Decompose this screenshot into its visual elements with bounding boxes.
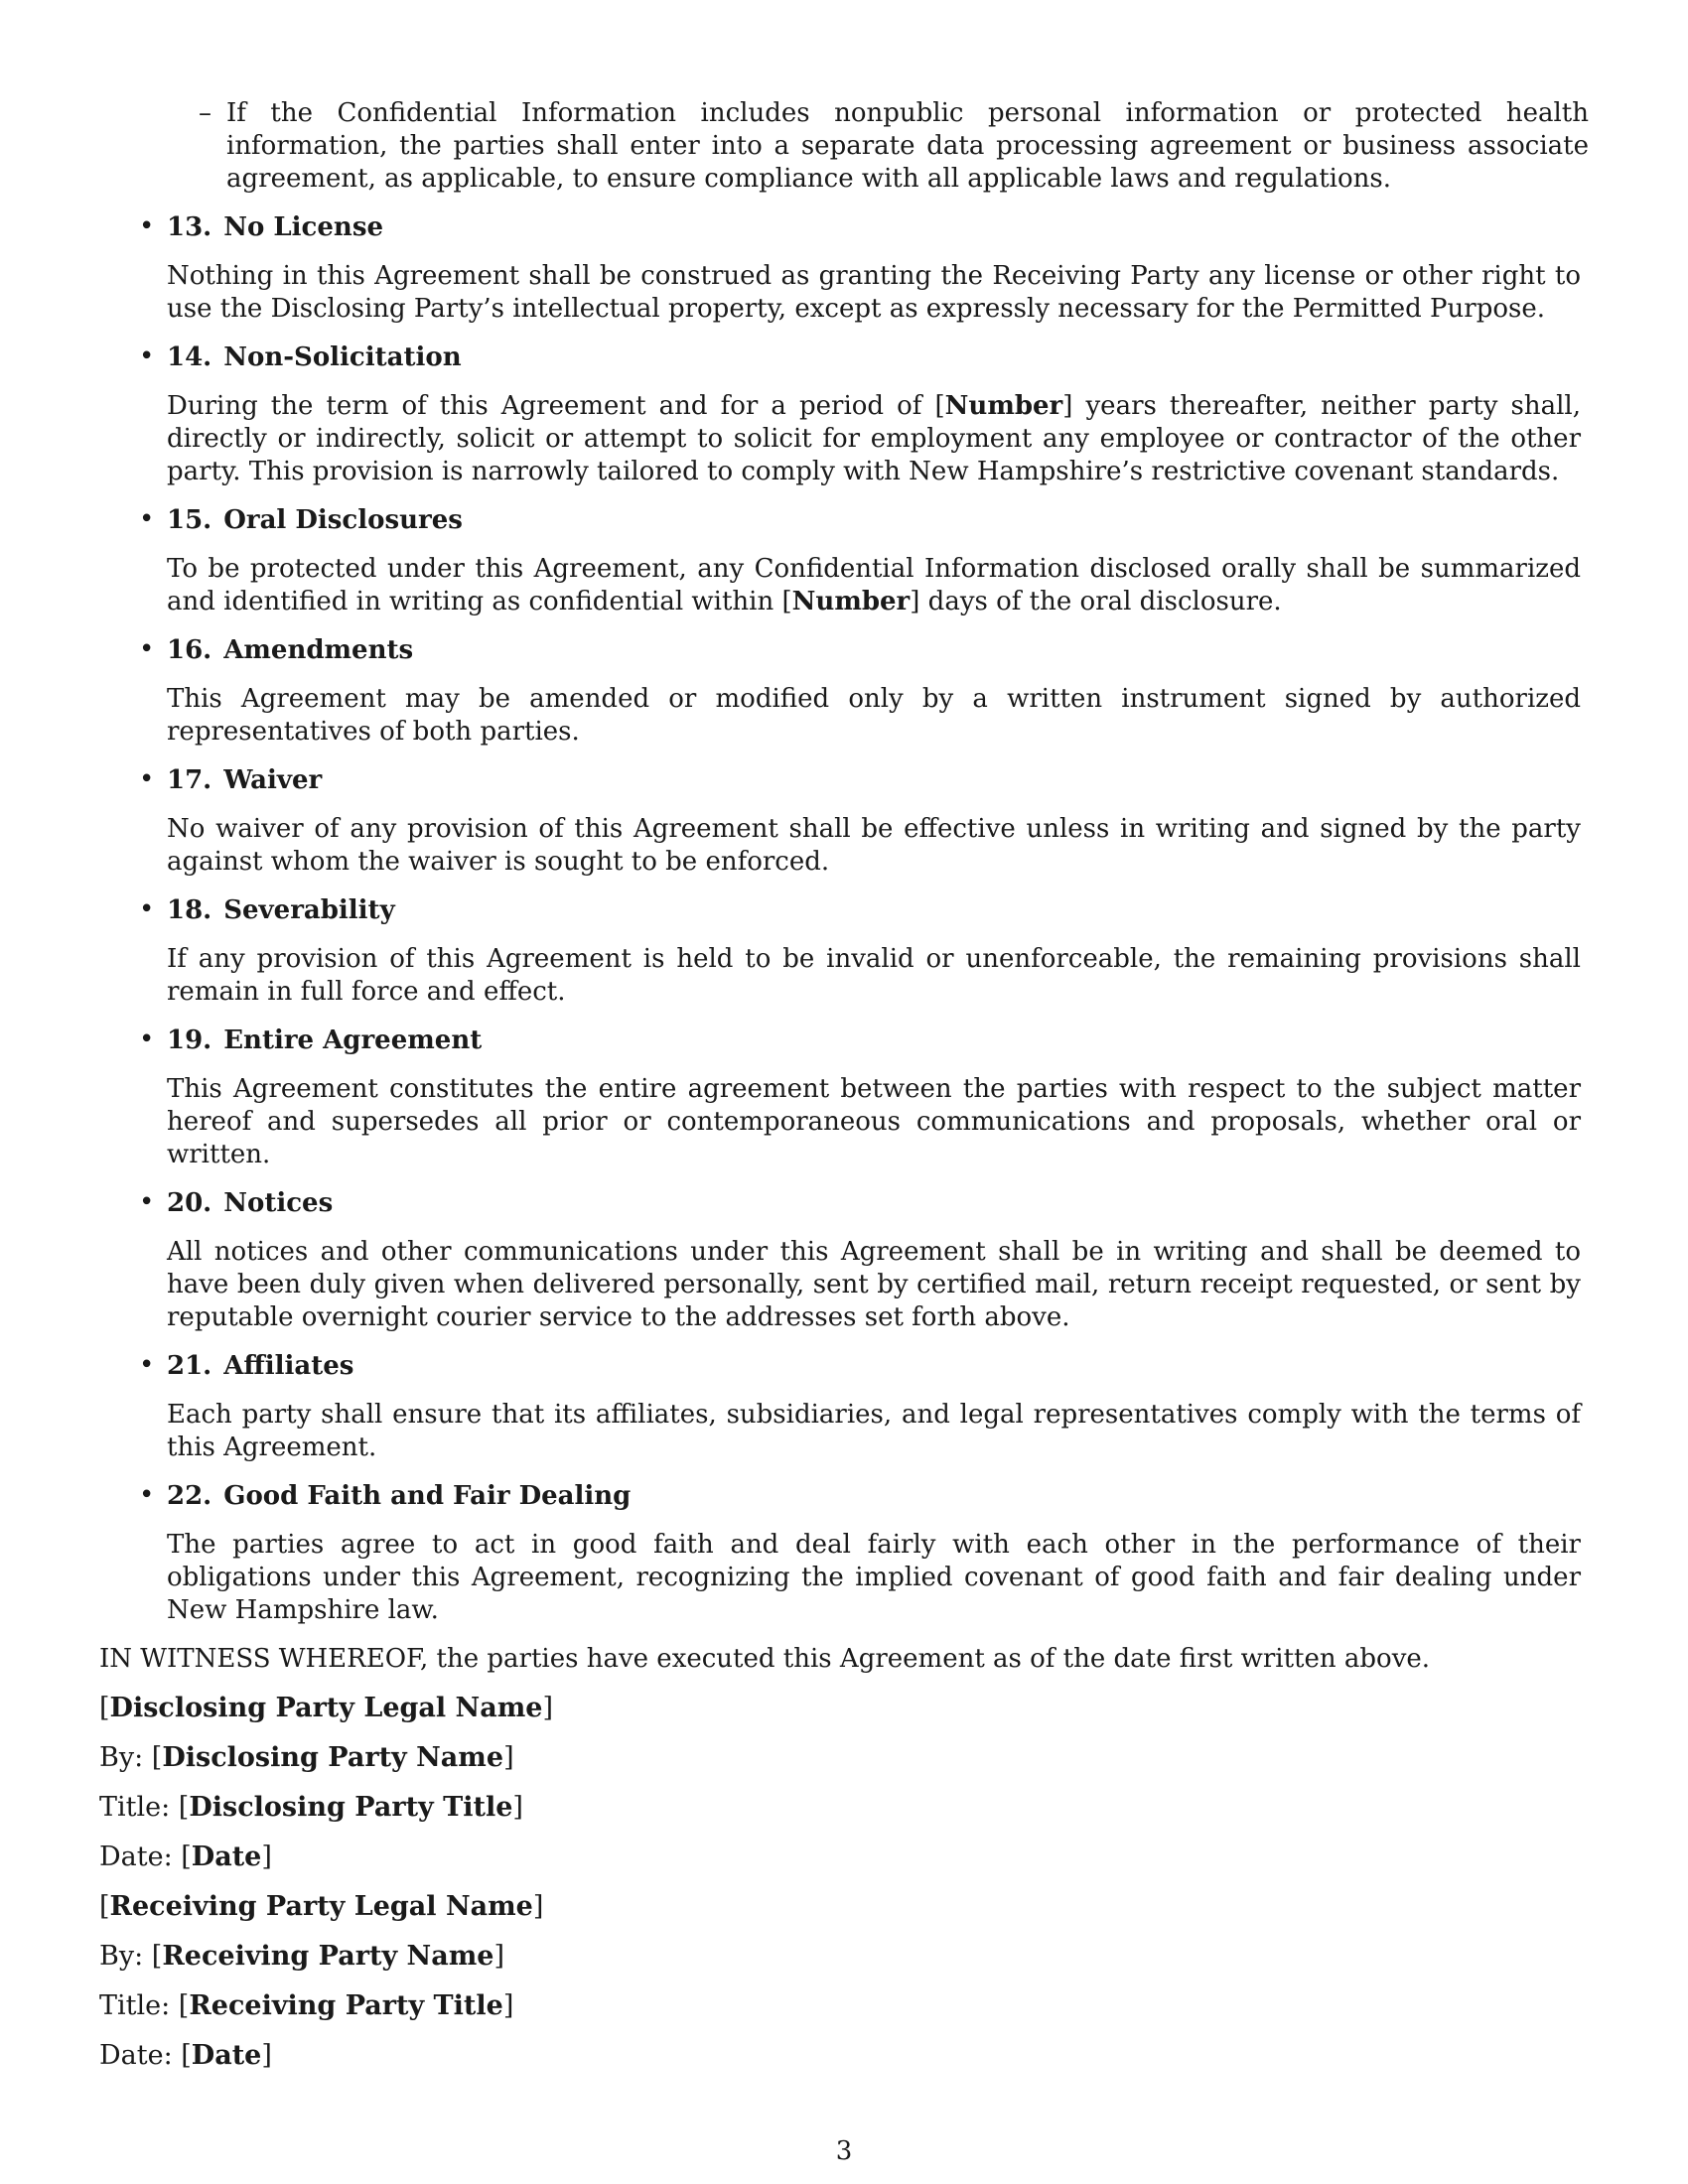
section-text: All notices and other communications under this Agreement shall be in writing and shall be deemed to have been duly given when delivered personally, sent by certified mail, return receipt requested, or sent by reputable overnight courier service to the addresses set forth above. [167, 1237, 1581, 1332]
section-body [167, 1529, 1589, 1627]
by-label: By: [99, 1742, 144, 1773]
section-title: Waiver [223, 765, 323, 795]
section-body [167, 260, 1589, 326]
disclosing-legal-name-line: [Disclosing Party Legal Name] [99, 1693, 554, 1723]
section-19 [99, 1024, 1589, 1171]
date-label: Date: [99, 1842, 173, 1872]
bullet-marker: • [139, 211, 155, 241]
section-15 [99, 504, 1589, 618]
section-title: Good Faith and Fair Dealing [223, 1481, 632, 1511]
bullet-marker: • [139, 1350, 155, 1380]
placeholder-field: Number [791, 587, 911, 616]
by-label: By: [99, 1941, 144, 1972]
section-13 [99, 211, 1589, 326]
section-number: 22. [167, 1481, 212, 1511]
receiving-title-line: Title: [Receiving Party Title] [99, 1990, 514, 2021]
section-number: 16. [167, 635, 212, 665]
section-title: Amendments [223, 635, 414, 665]
receiving-legal-name-line: [Receiving Party Legal Name] [99, 1891, 544, 1922]
section-body [167, 1399, 1589, 1464]
receiving-by-line: By: [Receiving Party Name] [99, 1941, 504, 1972]
section-number: 19. [167, 1025, 212, 1055]
section-title: Severability [223, 895, 395, 925]
section-number: 14. [167, 342, 212, 372]
section-20 [99, 1187, 1589, 1334]
section-heading [139, 211, 1589, 244]
signature-block-disclosing [99, 1692, 1589, 1873]
sections-list [99, 211, 1589, 1627]
disclosing-date-line: Date: [Date] [99, 1842, 272, 1872]
section-21 [99, 1350, 1589, 1464]
section-title: Affiliates [223, 1351, 354, 1381]
disclosing-by-line: By: [Disclosing Party Name] [99, 1742, 514, 1773]
section-text: Each party shall ensure that its affiliates, subsidiaries, and legal representatives comply with the terms of this Agreement. [167, 1400, 1581, 1462]
section-title: Non-Solicitation [223, 342, 462, 372]
section-heading [139, 1350, 1589, 1383]
section-14 [99, 341, 1589, 488]
bullet-marker: • [139, 341, 155, 371]
section-text: This Agreement may be amended or modified only by a written instrument signed by authorized representatives of both parties. [167, 684, 1581, 747]
section-body [167, 813, 1589, 879]
section-body [167, 1073, 1589, 1171]
section-18 [99, 894, 1589, 1009]
dash-marker: – [199, 98, 211, 128]
disclosing-legal-name: Disclosing Party Legal Name [109, 1693, 543, 1723]
section-title: Notices [223, 1188, 334, 1218]
section-body [167, 1236, 1589, 1334]
section-body [167, 683, 1589, 749]
receiving-legal-name: Receiving Party Legal Name [109, 1891, 533, 1922]
section-text: If any provision of this Agreement is held to be invalid or unenforceable, the remaining provisions shall remain in full force and effect. [167, 944, 1581, 1007]
section-heading [139, 764, 1589, 797]
section-number: 15. [167, 505, 212, 535]
document-body [99, 97, 1589, 2089]
section-16 [99, 634, 1589, 749]
section-body [167, 390, 1589, 488]
section-body [167, 943, 1589, 1009]
bullet-marker: • [139, 894, 155, 924]
section-title: No License [223, 212, 384, 242]
receiving-date: Date [191, 2040, 262, 2071]
bullet-marker: • [139, 1024, 155, 1054]
section-text: To be protected under this Agreement, any Confidential Information disclosed orally shall be summarized and identified in writing as confidential within [ [167, 554, 1581, 616]
date-label: Date: [99, 2040, 173, 2071]
section-body [167, 553, 1589, 618]
signature-block-receiving [99, 1890, 1589, 2072]
section-heading [139, 634, 1589, 667]
section-text: ] days of the oral disclosure. [910, 587, 1282, 616]
bullet-marker: • [139, 1480, 155, 1510]
section-title: Entire Agreement [223, 1025, 483, 1055]
section-number: 18. [167, 895, 212, 925]
section-number: 17. [167, 765, 212, 795]
title-label: Title: [99, 1792, 171, 1823]
section-text: Nothing in this Agreement shall be construed as granting the Receiving Party any license or other right to use the Disclosing Party’s intellectual property, except as expressly necessary for the Permitted Purpose. [167, 261, 1581, 324]
receiving-date-line: Date: [Date] [99, 2040, 272, 2071]
section-heading [139, 1187, 1589, 1220]
disclosing-date: Date [191, 1842, 262, 1872]
title-label: Title: [99, 1990, 171, 2021]
section-text: ] years thereafter, neither party shall, directly or indirectly, solicit or attempt to solicit for employment any employee or contractor of the other party. This provision is narrowly tailored to comply with New Hampshire’s restrictive covenant standards. [167, 391, 1581, 486]
witness-statement: IN WITNESS WHEREOF, the parties have executed this Agreement as of the date first written above. [99, 1644, 1431, 1674]
section-heading [139, 341, 1589, 374]
disclosing-signer-name: Disclosing Party Name [162, 1742, 504, 1773]
section-text: The parties agree to act in good faith and deal fairly with each other in the performance of their obligations under this Agreement, recognizing the implied covenant of good faith and fair dealing under New Hampshire law. [167, 1530, 1581, 1625]
section-text: No waiver of any provision of this Agreement shall be effective unless in writing and signed by the party against whom the waiver is sought to be enforced. [167, 814, 1581, 877]
section-heading [139, 1480, 1589, 1513]
section-22 [99, 1480, 1589, 1627]
section-number: 13. [167, 212, 212, 242]
continuation-text: If the Confidential Information includes nonpublic personal information or protected health information, the parties shall enter into a separate data processing agreement or business associate agreement, as applicable, to ensure compliance with all applicable laws and regulations. [226, 98, 1589, 194]
continuation-list-item [199, 97, 1589, 196]
section-heading [139, 1024, 1589, 1057]
bullet-marker: • [139, 634, 155, 664]
section-heading [139, 894, 1589, 927]
receiving-signer-name: Receiving Party Name [162, 1941, 494, 1972]
page-number: 3 [835, 2136, 853, 2166]
bullet-marker: • [139, 1187, 155, 1217]
section-17 [99, 764, 1589, 879]
section-heading [139, 504, 1589, 537]
placeholder-field: Number [944, 391, 1063, 421]
section-text: During the term of this Agreement and for a period of [ [167, 391, 945, 421]
disclosing-signer-title: Disclosing Party Title [189, 1792, 513, 1823]
section-number: 21. [167, 1351, 212, 1381]
section-text: This Agreement constitutes the entire agreement between the parties with respect to the subject matter hereof and supersedes all prior or contemporaneous communications and proposals, whether oral or written. [167, 1074, 1581, 1169]
bullet-marker: • [139, 764, 155, 794]
section-title: Oral Disclosures [223, 505, 463, 535]
receiving-signer-title: Receiving Party Title [189, 1990, 503, 2021]
bullet-marker: • [139, 504, 155, 534]
disclosing-title-line: Title: [Disclosing Party Title] [99, 1792, 523, 1823]
section-number: 20. [167, 1188, 212, 1218]
